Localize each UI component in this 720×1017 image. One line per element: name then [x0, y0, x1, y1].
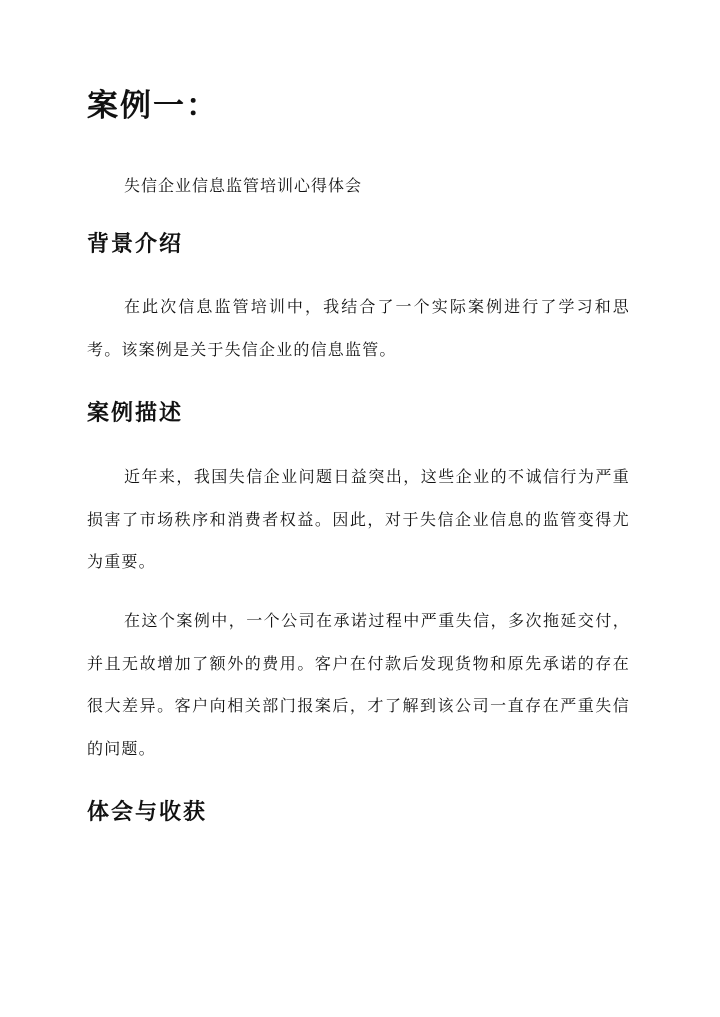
- section-heading-case-description: 案例描述: [87, 400, 184, 426]
- document-subtitle: 失信企业信息监管培训心得体会: [124, 176, 363, 195]
- paragraph-case-description-2: 在这个案例中，一个公司在承诺过程中严重失信，多次拖延交付，并且无故增加了额外的费用。客户在付款后发现货物和原先承诺的存在很大差异。客户向相关部门报案后，才了解到该公司一直存在严重失信的问题。: [87, 611, 630, 758]
- paragraph-case-description-1: 近年来，我国失信企业问题日益突出，这些企业的不诚信行为严重损害了市场秩序和消费者权益。因此，对于失信企业信息的监管变得尤为重要。: [87, 467, 630, 571]
- document-title: 案例一：: [87, 88, 219, 124]
- section-heading-reflection: 体会与收获: [87, 799, 208, 825]
- section-heading-background: 背景介绍: [87, 231, 184, 257]
- paragraph-background: 在此次信息监管培训中，我结合了一个实际案例进行了学习和思考。该案例是关于失信企业的信息监管。: [87, 297, 630, 359]
